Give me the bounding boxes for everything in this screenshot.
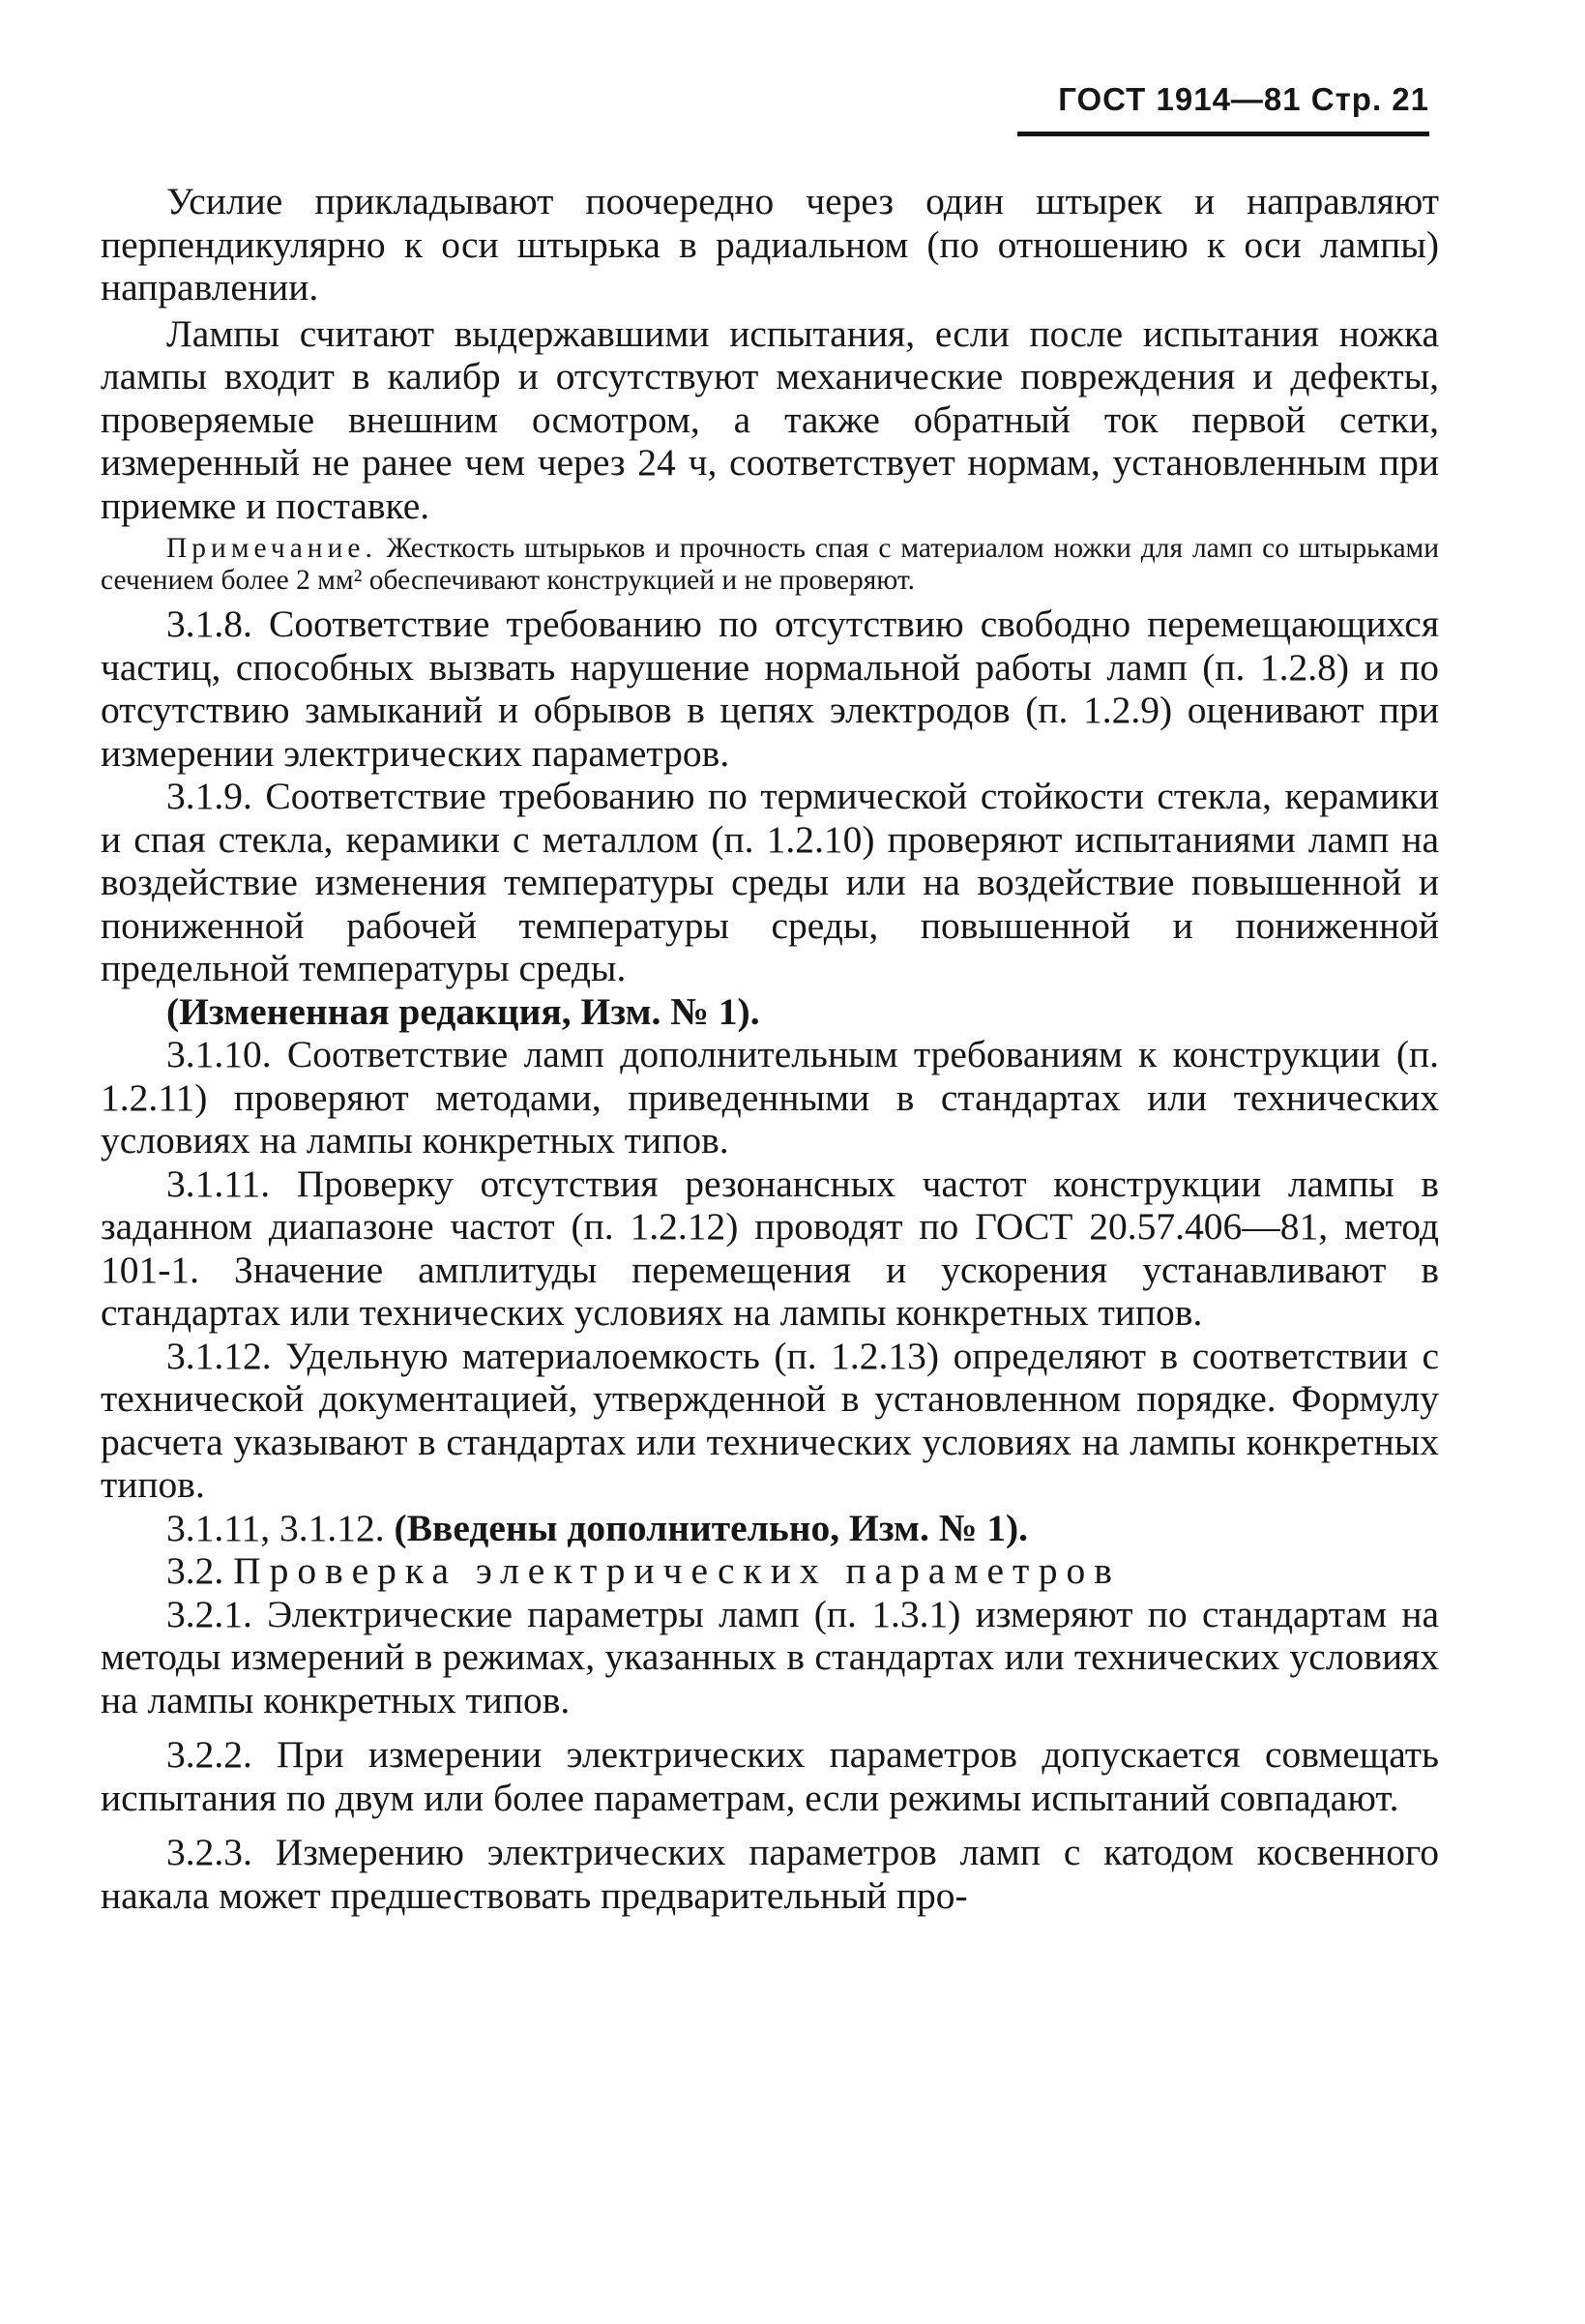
- amendment-note-1: (Измененная редакция, Изм. № 1).: [166, 989, 760, 1033]
- section-3-2-number: 3.2.: [166, 1549, 234, 1592]
- note-label: Примечание.: [166, 533, 377, 564]
- paragraph-3-1-8: 3.1.8. Соответствие требованию по отсутствию свободно перемещающихся частиц, способных вызвать нарушение нормальной работы ламп (п. 1.2.8) и по отсутствию замыканий и обрывов в цепях электродов (п. 1.2.9) оценивают при измерении электрических параметров.: [101, 603, 1439, 775]
- amendment-note-2-text: (Введены дополнительно, Изм. № 1).: [394, 1506, 1029, 1549]
- paragraph-3-1-10: 3.1.10. Соответствие ламп дополнительным требованиям к конструкции (п. 1.2.11) проверяют методами, приведенными в стандартах или технических условиях на лампы конкретных типов.: [101, 1033, 1439, 1162]
- paragraph-3-1-9: 3.1.9. Соответствие требованию по термической стойкости стекла, керамики и спая стекла, керамики с металлом (п. 1.2.10) проверяют испытаниями ламп на воздействие изменения температуры среды или на воздействие повышенной и пониженной рабочей температуры среды, повышенной и пониженной предельной температуры среды.: [101, 775, 1439, 989]
- paragraph-force-application: Усилие прикладывают поочередно через один штырек и направляют перпендикулярно к оси штырька в радиальном (по отношению к оси лампы) направлении.: [101, 180, 1439, 309]
- paragraph-3-1-11: 3.1.11. Проверку отсутствия резонансных частот конструкции лампы в заданном диапазоне частот (п. 1.2.12) проводят по ГОСТ 20.57.406—81, метод 101-1. Значение амплитуды перемещения и ускорения устанавливают в стандартах или технических условиях на лампы конкретных типов.: [101, 1162, 1439, 1334]
- paragraph-3-2-2: 3.2.2. При измерении электрических параметров допускается совмещать испытания по двум или более параметрам, если режимы испытаний совпадают.: [101, 1733, 1439, 1819]
- paragraph-test-pass-criteria: Лампы считают выдержавшими испытания, если после испытания ножка лампы входит в калибр и отсутствуют механические повреждения и дефекты, проверяемые внешним осмотром, а также обратный ток первой сетки, измеренный не ранее чем через 24 ч, соответствует нормам, установленным при приемке и поставке.: [101, 311, 1439, 527]
- header-rule: [1017, 132, 1429, 136]
- amendment-note-2: [101, 1507, 1439, 1550]
- note: [101, 533, 1439, 597]
- paragraph-3-2-3: 3.2.3. Измерению электрических параметров ламп с катодом косвенного накала может предшествовать предварительный про-: [101, 1831, 1439, 1917]
- section-3-2-heading: [101, 1549, 1439, 1593]
- section-3-2-title: Проверка электрических параметров: [233, 1549, 1121, 1592]
- amendment-note-2-refs: 3.1.11, 3.1.12.: [166, 1506, 395, 1549]
- paragraph-3-1-12: 3.1.12. Удельную материалоемкость (п. 1.2.13) определяют в соответствии с технической документацией, утвержденной в установленном порядке. Формулу расчета указывают в стандартах или технических условиях на лампы конкретных типов.: [101, 1334, 1439, 1506]
- note-text: Жесткость штырьков и прочность спая с материалом ножки для ламп со штырьками сечением более 2 мм² обеспечивают конструкцией и не проверяют.: [101, 533, 1439, 596]
- page-header: ГОСТ 1914—81 Стр. 21: [1058, 81, 1429, 117]
- document-body: [101, 180, 1439, 1917]
- paragraph-3-2-1: 3.2.1. Электрические параметры ламп (п. 1.3.1) измеряют по стандартам на методы измерений в режимах, указанных в стандартах или технических условиях на лампы конкретных типов.: [101, 1592, 1439, 1721]
